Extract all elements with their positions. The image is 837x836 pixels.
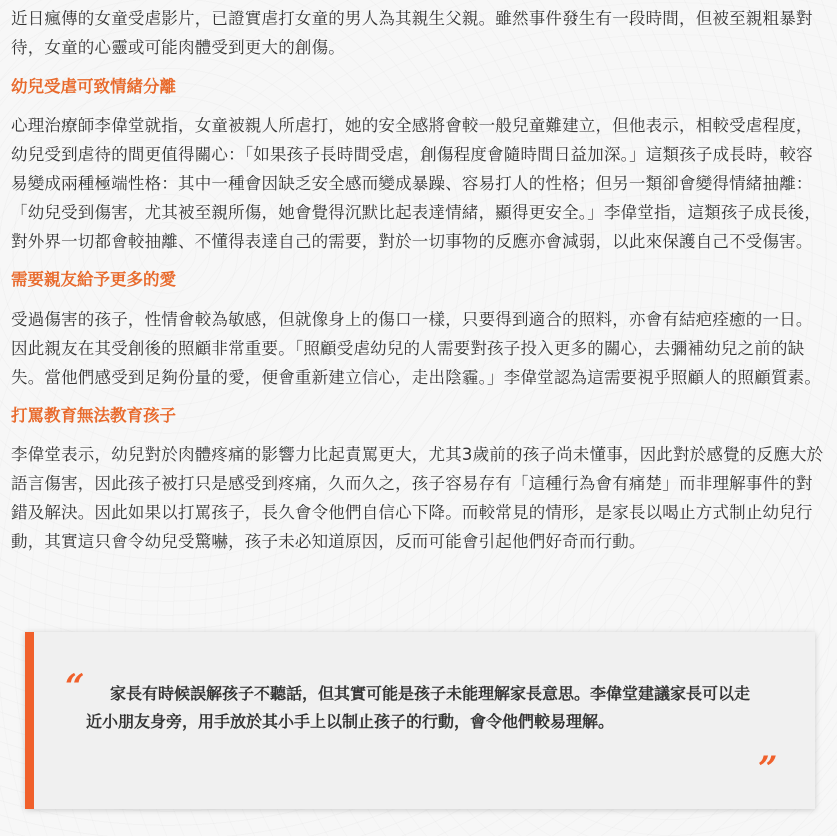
pull-quote-text: 家長有時候誤解孩子不聽話，但其實可能是孩子未能理解家長意思。李偉堂建議家長可以走近小朋友身旁，用手放於其小手上以制止孩子的行動，會令他們較易理解。 (86, 684, 751, 731)
quote-accent-bar (25, 632, 34, 809)
section-paragraph-more-love: 受過傷害的孩子，性情會較為敏感，但就像身上的傷口一樣，只要得到適合的照料，亦會有結疤痊癒的一日。因此親友在其受創後的照顧非常重要。「照顧受虐幼兒的人需要對孩子投入更多的關心，去彌補幼兒之前的缺失。當他們感受到足夠份量的愛，便會重新建立信心，走出陰霾。」李偉堂認為這需要視乎照顧人的照顧質素。 (11, 310, 822, 387)
pull-quote-box (25, 632, 815, 809)
article-body (11, 4, 826, 556)
section-heading-emotional-detachment: 幼兒受虐可致情緒分離 (11, 77, 176, 96)
intro-paragraph: 近日瘋傳的女童受虐影片，已證實虐打女童的男人為其親生父親。雖然事件發生有一段時間，但被至親粗暴對待，女童的心靈或可能肉體受到更大的創傷。 (11, 9, 813, 57)
open-quote-icon: “ (65, 667, 85, 707)
section-paragraph-no-physical-punishment: 李偉堂表示，幼兒對於肉體疼痛的影響力比起責罵更大，尤其3歲前的孩子尚未懂事，因此對於感覺的反應大於語言傷害，因此孩子被打只是感受到疼痛，久而久之，孩子容易存有「這種行為會有痛楚」而非理解事件的對錯及解決。因此如果以打罵孩子，長久會令他們自信心下降。而較常見的情形，是家長以喝止方式制止幼兒行動，其實這只會令幼兒受驚嚇，孩子未必知道原因，反而可能會引起他們好奇而行動。 (11, 445, 824, 551)
section-heading-no-physical-punishment: 打罵教育無法教育孩子 (11, 406, 176, 425)
section-heading-more-love: 需要親友給予更多的愛 (11, 270, 176, 289)
section-paragraph-emotional-detachment: 心理治療師李偉堂就指，女童被親人所虐打，她的安全感將會較一般兒童難建立，但他表示，相較受虐程度，幼兒受到虐待的間更值得關心：「如果孩子長時間受虐，創傷程度會隨時間日益加深。」這類孩子成長時，較容易變成兩種極端性格：其中一種會因缺乏安全感而變成暴躁、容易打人的性格；但另一類卻會變得情緒抽離：「幼兒受到傷害，尤其被至親所傷，她會覺得沉默比起表達情緒，顯得更安全。」李偉堂指，這類孩子成長後，對外界一切都會較抽離、不懂得表達自己的需要，對於一切事物的反應亦會減弱，以此來保護自己不受傷害。 (11, 116, 822, 251)
close-quote-icon: ” (758, 749, 778, 789)
